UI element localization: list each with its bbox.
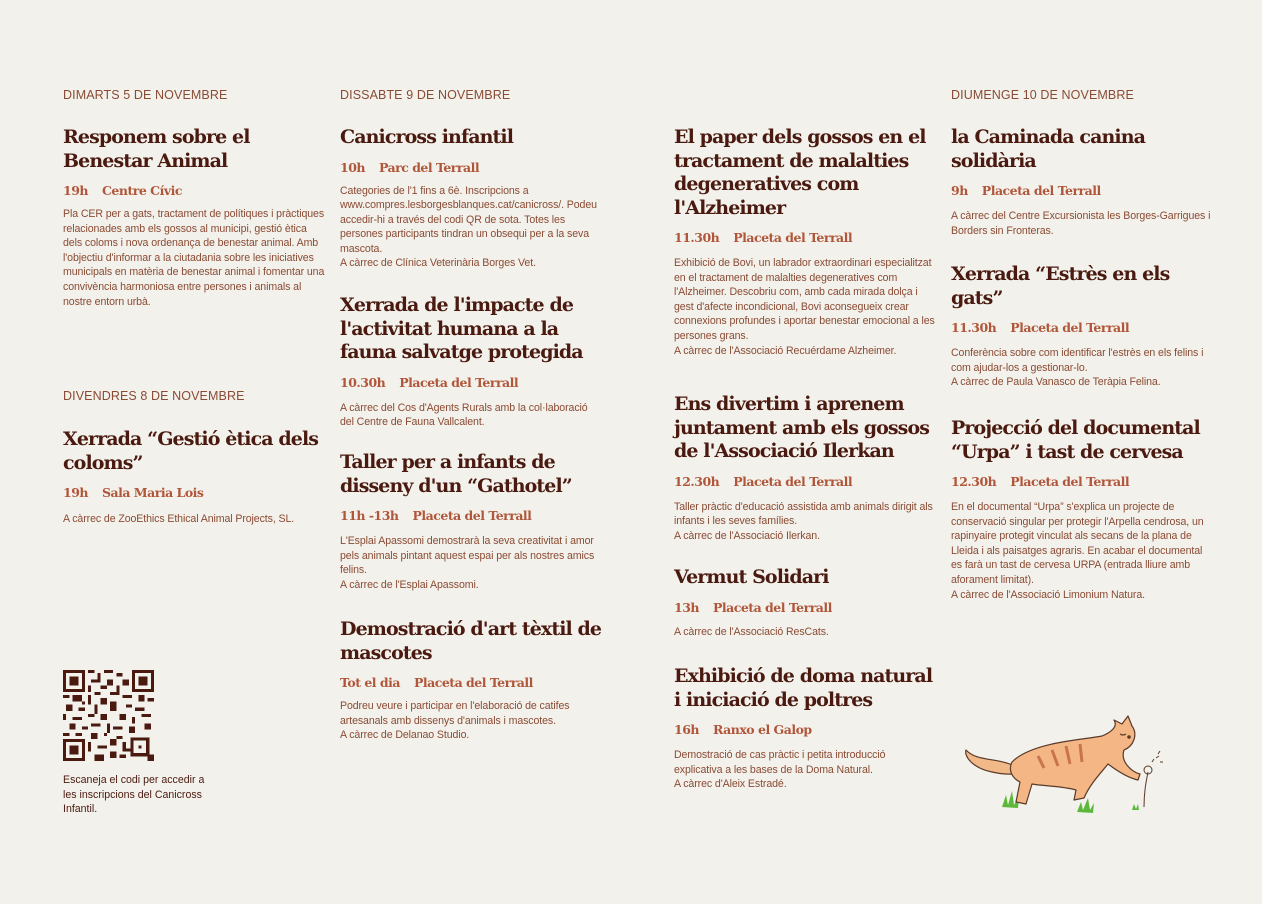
- dandelion-icon: [1144, 751, 1163, 807]
- event-place: Placeta del Terrall: [399, 374, 519, 390]
- event-desc: A càrrec del Centre Excursionista les Borges-Garrigues i Borders sin Fronteras.: [951, 210, 1211, 237]
- event-desc: A càrrec del Cos d'Agents Rurals amb la col·laboració del Centre de Fauna Vallcalent.: [340, 401, 588, 429]
- event-desc: L'Esplai Apassomi demostrarà la seva creativitat i amor pels animals pintant aquest espai per als nostres amics felins.: [340, 535, 595, 577]
- event-place: Placeta del Terrall: [413, 675, 533, 690]
- event-meta: [674, 722, 936, 737]
- event-place: Placeta del Terrall: [412, 508, 532, 523]
- event-desc-credit: A càrrec de l'Associació Ilerkan.: [674, 529, 820, 542]
- event-title: Xerrada “Estrès en els gats”: [951, 263, 1170, 309]
- event-title: Xerrada de l'impacte de l'activitat humana a la fauna salvatge protegida: [340, 294, 583, 363]
- event-time: 11.30h: [951, 320, 997, 335]
- event-desc: En el documental “Urpa” s'explica un projecte de conservació singular per protegir l'Arpella cendrosa, un rapinyaire protegit vinculat als secans de la plana de Lleida i als paisatges agraris. En acabar el documental es farà un tast de cervesa URPA (entrada lliure amb aforament limitat).: [951, 501, 1204, 586]
- event-time: 19h: [63, 183, 88, 198]
- event-desc-credit: A càrrec de l'Associació Limonium Natura.: [951, 588, 1145, 601]
- day-heading: DISSABTE 9 DE NOVEMBRE: [340, 88, 511, 102]
- event-meta: [951, 474, 1213, 489]
- event-place: Placeta del Terrall: [733, 230, 853, 245]
- event-time: 12.30h: [951, 474, 997, 489]
- event-urpa: [951, 417, 1213, 602]
- day-heading: DIMARTS 5 DE NOVEMBRE: [63, 88, 228, 102]
- event-fauna: [340, 294, 602, 430]
- qr-code[interactable]: [63, 670, 154, 761]
- event-meta: [340, 375, 602, 390]
- event-title: Taller per a infants de disseny d'un “Gathotel”: [340, 451, 572, 497]
- event-canicross: [340, 126, 602, 271]
- event-desc-credit: A càrrec de Delanao Studio.: [340, 729, 470, 742]
- event-place: Placeta del Terrall: [733, 473, 853, 489]
- event-title: Xerrada “Gestió ètica dels coloms”: [63, 428, 319, 474]
- event-caminada: [951, 126, 1213, 238]
- event-place: Parc del Terrall: [378, 159, 480, 175]
- event-desc: Conferència sobre com identificar l'estrès en els felins i com ajudar-los a gestionar-lo.: [951, 347, 1204, 374]
- event-place: Placeta del Terrall: [1010, 320, 1130, 335]
- event-desc: Categories de l'1 fins a 6è. Inscripcions a www.compres.lesborgesblanques.cat/canicross/. Podeu accedir-hi a través del codi QR de sota. Totes les persones participants tindran un obsequi per a la seva mascota.: [340, 184, 597, 255]
- event-meta: [63, 183, 325, 198]
- event-art-textil: [340, 618, 602, 743]
- event-desc: Taller pràctic d'educació assistida amb animals dirigit als infants i les seves famílies.: [674, 500, 933, 528]
- event-title: El paper dels gossos en el tractament de malalties degeneratives com l'Alzheimer: [674, 126, 926, 219]
- event-desc: Demostració de cas pràctic i petita introducció explicativa a les bases de la Doma Natural.: [674, 749, 886, 776]
- event-desc-credit: A càrrec de l'Associació Recuérdame Alzheimer.: [674, 344, 897, 357]
- event-meta: [340, 675, 602, 690]
- event-meta: [340, 508, 602, 523]
- event-place: Placeta del Terrall: [712, 599, 832, 615]
- event-place: Placeta del Terrall: [981, 183, 1101, 198]
- event-title: Exhibició de doma natural i iniciació de poltres: [674, 665, 933, 711]
- event-desc: Podreu veure i participar en l'elaboració de catifes artesanals amb dissenys d'animals i mascotes.: [340, 700, 570, 727]
- event-doma: [674, 665, 936, 792]
- event-title: Responem sobre el Benestar Animal: [63, 126, 250, 172]
- event-meta: [674, 474, 936, 489]
- event-desc: Pla CER per a gats, tractament de polítiques i pràctiques relacionades amb els gossos al municipi, gestió ètica dels coloms i nova ordenança de benestar animal. Amb l'objectiu d'informar a la ciutadania sobre les iniciatives municipals en matèria de benestar animal i fomentar una convivència harmoniosa entre persones i animals al nostre entorn urbà.: [63, 208, 325, 308]
- event-meta: [951, 183, 1213, 198]
- event-meta: [340, 160, 602, 175]
- event-title: Vermut Solidari: [674, 566, 829, 588]
- event-place: Centre Cívic: [101, 183, 182, 198]
- event-time: 19h: [63, 485, 88, 500]
- event-desc-credit: A càrrec de Paula Vanasco de Teràpia Felina.: [951, 376, 1161, 389]
- event-time: Tot el dia: [340, 675, 400, 690]
- event-desc: A càrrec de l'Associació ResCats.: [674, 625, 829, 638]
- event-time: 10h: [340, 159, 365, 175]
- event-desc-credit: A càrrec d'Aleix Estradé.: [674, 778, 787, 791]
- event-place: Ranxo el Galop: [712, 722, 812, 737]
- event-coloms: [63, 428, 325, 527]
- cat-illustration: [962, 712, 1172, 824]
- event-desc: A càrrec de ZooEthics Ethical Animal Projects, SL.: [63, 513, 295, 525]
- event-time: 12.30h: [674, 473, 720, 489]
- event-meta: [674, 600, 936, 615]
- event-alzheimer: [674, 126, 936, 358]
- event-time: 13h: [674, 599, 699, 615]
- event-title: Demostració d'art tèxtil de mascotes: [340, 618, 602, 664]
- event-estres-gats: [951, 263, 1213, 390]
- event-meta: [674, 230, 936, 245]
- event-title: Ens divertim i aprenem juntament amb els gossos de l'Associació Ilerkan: [674, 393, 930, 462]
- event-time: 16h: [674, 722, 699, 737]
- event-ilerkan: [674, 393, 936, 543]
- event-time: 11h -13h: [340, 508, 399, 523]
- event-meta: [63, 485, 325, 500]
- day-heading: DIVENDRES 8 DE NOVEMBRE: [63, 389, 245, 403]
- event-vermut: [674, 566, 936, 639]
- cat-icon: [966, 716, 1140, 804]
- event-desc: Exhibició de Bovi, un labrador extraordinari especialitzat en el tractament de malalties degeneratives com l'Alzheimer. Descobriu com, amb cada mirada dolça i gest d'afecte incondicional, Bovi aconsegueix crear connexions profundes i aportar benestar emocional a les persones grans.: [674, 257, 935, 342]
- event-gathotel: [340, 451, 602, 592]
- event-title: Projecció del documental “Urpa” i tast de cervesa: [951, 417, 1200, 463]
- qr-caption: Escaneja el codi per accedir a les inscripcions del Canicross Infantil.: [63, 774, 205, 816]
- event-desc-credit: A càrrec de Clínica Veterinària Borges Vet.: [340, 257, 536, 270]
- event-title: la Caminada canina solidària: [951, 126, 1146, 172]
- event-benestar: [63, 126, 325, 309]
- event-time: 10.30h: [340, 374, 386, 390]
- day-heading: DIUMENGE 10 DE NOVEMBRE: [951, 88, 1134, 102]
- event-time: 11.30h: [674, 230, 720, 245]
- event-meta: [951, 320, 1213, 335]
- event-time: 9h: [951, 183, 968, 198]
- event-desc-credit: A càrrec de l'Esplai Apassomi.: [340, 578, 479, 591]
- event-place: Placeta del Terrall: [1010, 474, 1130, 489]
- event-place: Sala Maria Lois: [101, 485, 204, 500]
- event-title: Canicross infantil: [340, 126, 514, 148]
